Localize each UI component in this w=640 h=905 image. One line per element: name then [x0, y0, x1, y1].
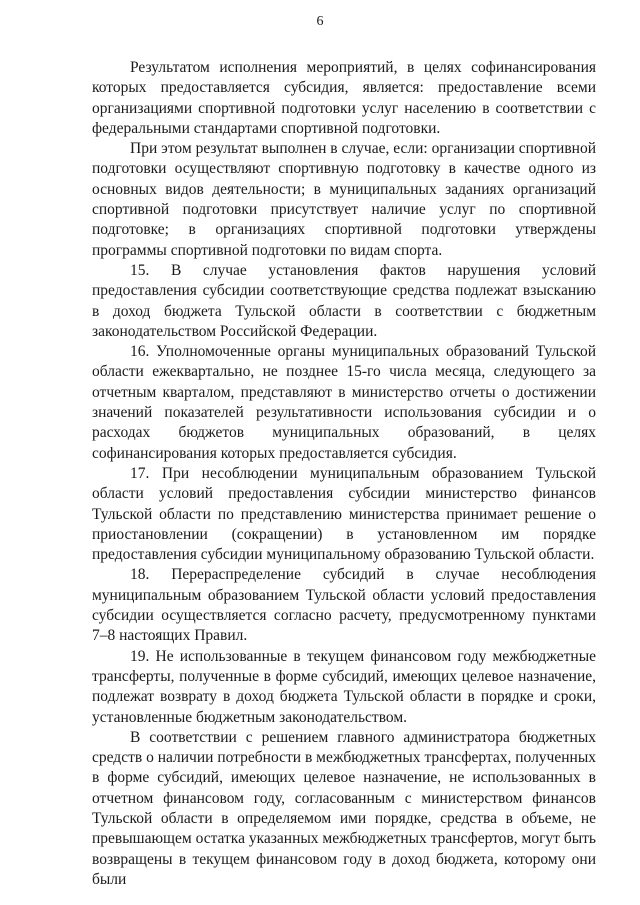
- paragraph-item-15: 15. В случае установления фактов нарушения условий предоставления субсидии соответствующие средства подлежат взысканию в доход бюджета Тульской области в соответствии с бюджетным законодательством Российской Федерации.: [92, 261, 596, 340]
- paragraph-return-decision: В соответствии с решением главного администратора бюджетных средств о наличии потребности в межбюджетных трансфертах, полученных в форме субсидий, имеющих целевое назначение, не использованных в отчетном финансовом году, согласованным с министерством финансов Тульской области в определяемом ими порядке, средства в объеме, не превышающем остатка указанных межбюджетных трансфертов, могут быть возвращены в текущем финансовом году в доход бюджета, которому они были: [92, 728, 596, 888]
- page-number: 6: [316, 14, 324, 29]
- paragraph-item-16: 16. Уполномоченные органы муниципальных образований Тульской области ежеквартально, не позднее 15-го числа месяца, следующего за отчетным кварталом, представляют в министерство отчеты о достижении значений показателей результативности использования субсидии и о расходах бюджетов муниципальных образований, в целях софинансирования которых предоставляется субсидия.: [92, 343, 596, 462]
- paragraph-result-condition: При этом результат выполнен в случае, если: организации спортивной подготовки осуществляют спортивную подготовку в качестве одного из основных видов деятельности; в муниципальных заданиях организаций спортивной подготовки присутствует наличие услуг по спортивной подготовке; в организациях спортивной подготовки утверждены программы спортивной подготовки по видам спорта.: [92, 140, 596, 259]
- paragraph-item-18: 18. Перераспределение субсидий в случае несоблюдения муниципальным образованием Тульской области условий предоставления субсидии осуществляется согласно расчету, предусмотренному пунктами 7–8 настоящих Правил.: [92, 566, 596, 645]
- document-body: [92, 58, 596, 890]
- paragraph-item-19: 19. Не использованные в текущем финансовом году межбюджетные трансферты, полученные в форме субсидий, имеющих целевое назначение, подлежат возврату в доход бюджета Тульской области в порядке и сроки, установленные бюджетным законодательством.: [92, 647, 596, 726]
- paragraph-result: Результатом исполнения мероприятий, в целях софинансирования которых предоставляется субсидия, является: предоставление всеми организациями спортивной подготовки услуг населению в соответствии с федеральными стандартами спортивной подготовки.: [92, 59, 596, 137]
- paragraph-item-17: 17. При несоблюдении муниципальным образованием Тульской области условий предоставления субсидии министерство финансов Тульской области по представлению министерства принимает решение о приостановлении (сокращении) в установленном им порядке предоставления субсидии муниципальному образованию Тульской области.: [92, 464, 596, 564]
